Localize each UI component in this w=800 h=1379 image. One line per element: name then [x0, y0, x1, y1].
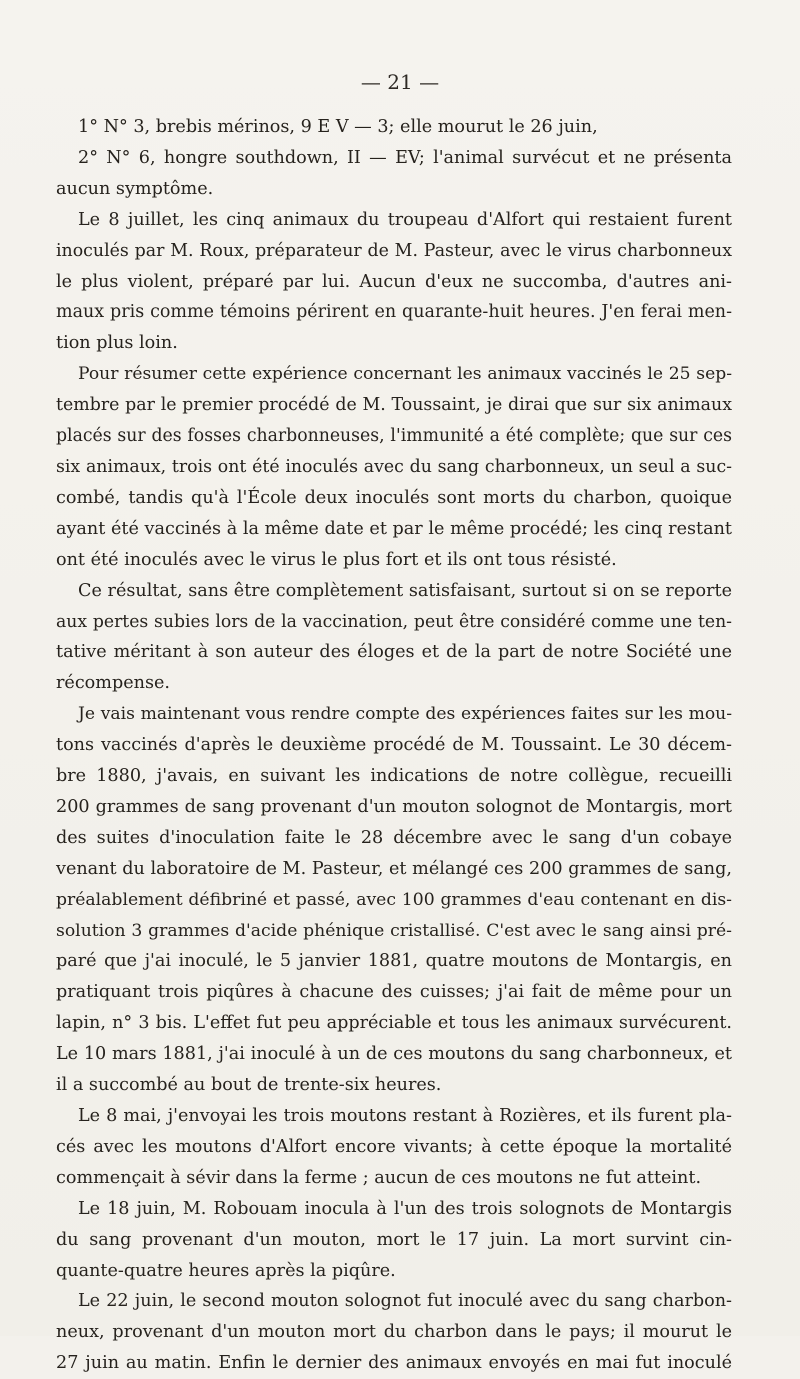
- text-line: préalablement défibriné et passé, avec 100 grammes d'eau contenant en dis-: [56, 889, 732, 910]
- text-line: cés avec les moutons d'Alfort encore vivants; à cette époque la mortalité: [56, 1136, 732, 1157]
- text-line: bre 1880, j'avais, en suivant les indications de notre collègue, recueilli: [56, 766, 732, 787]
- text-line: pratiquant trois piqûres à chacune des cuisses; j'ai fait de même pour un: [56, 982, 732, 1003]
- text-line: Pour résumer cette expérience concernant les animaux vaccinés le 25 sep-: [78, 364, 732, 385]
- text-line: Le 8 mai, j'envoyai les trois moutons restant à Rozières, et ils furent pla-: [78, 1106, 732, 1126]
- text-line: 27 juin au matin. Enfin le dernier des animaux envoyés en mai fut inoculé: [56, 1353, 732, 1374]
- text-line: Le 22 juin, le second mouton solognot fut inoculé avec du sang charbon-: [78, 1291, 732, 1312]
- text-line: Je vais maintenant vous rendre compte des expériences faites sur les mou-: [78, 704, 732, 725]
- text-line: Le 10 mars 1881, j'ai inoculé à un de ces moutons du sang charbonneux, et: [56, 1044, 732, 1065]
- text-line: ont été inoculés avec le virus le plus fort et ils ont tous résisté.: [56, 549, 617, 570]
- text-line: Le 8 juillet, les cinq animaux du troupeau d'Alfort qui restaient furent: [78, 209, 732, 230]
- text-line: tative méritant à son auteur des éloges et de la part de notre Société une: [56, 642, 732, 663]
- body-text: [56, 112, 732, 1379]
- text-line: des suites d'inoculation faite le 28 décembre avec le sang d'un cobaye: [56, 827, 732, 848]
- text-line: le plus violent, préparé par lui. Aucun d'eux ne succomba, d'autres ani-: [56, 271, 732, 292]
- text-line: aucun symptôme.: [56, 178, 214, 199]
- text-line: inoculés par M. Roux, préparateur de M. Pasteur, avec le virus charbonneux: [56, 240, 732, 261]
- text-line: tons vaccinés d'après le deuxième procédé de M. Toussaint. Le 30 décem-: [56, 735, 732, 756]
- text-line: récompense.: [56, 673, 170, 694]
- page-number: — 21 —: [360, 70, 440, 94]
- text-line: aux pertes subies lors de la vaccination, peut être considéré comme une ten-: [56, 611, 732, 632]
- text-line: du sang provenant d'un mouton, mort le 17 juin. La mort survint cin-: [56, 1229, 732, 1250]
- text-line: paré que j'ai inoculé, le 5 janvier 1881, quatre moutons de Montargis, en: [56, 951, 732, 972]
- text-line: quante-quatre heures après la piqûre.: [56, 1260, 396, 1281]
- text-line: tembre par le premier procédé de M. Toussaint, je dirai que sur six animaux: [56, 395, 732, 416]
- text-line: neux, provenant d'un mouton mort du charbon dans le pays; il mourut le: [56, 1322, 732, 1343]
- text-line: lapin, n° 3 bis. L'effet fut peu appréciable et tous les animaux survécurent.: [56, 1013, 732, 1034]
- text-line: 200 grammes de sang provenant d'un mouton solognot de Montargis, mort: [56, 796, 732, 817]
- text-line: Ce résultat, sans être complètement satisfaisant, surtout si on se reporte: [78, 580, 732, 601]
- text-line: maux pris comme témoins périrent en quarante-huit heures. J'en ferai men-: [56, 302, 732, 323]
- text-line: tion plus loin.: [56, 333, 178, 354]
- text-line: il a succombé au bout de trente-six heures.: [56, 1075, 442, 1096]
- text-line: solution 3 grammes d'acide phénique cristallisé. C'est avec le sang ainsi pré-: [56, 920, 732, 941]
- text-line: venant du laboratoire de M. Pasteur, et mélangé ces 200 grammes de sang,: [56, 858, 732, 879]
- text-line: combé, tandis qu'à l'École deux inoculés sont morts du charbon, quoique: [56, 487, 732, 508]
- text-line: ayant été vaccinés à la même date et par le même procédé; les cinq restant: [56, 518, 732, 539]
- text-line: six animaux, trois ont été inoculés avec du sang charbonneux, un seul a suc-: [56, 456, 732, 477]
- text-line: Le 18 juin, M. Robouam inocula à l'un des trois solognots de Montargis: [78, 1198, 732, 1219]
- text-line: commençait à sévir dans la ferme ; aucun de ces moutons ne fut atteint.: [56, 1167, 702, 1188]
- text-line: placés sur des fosses charbonneuses, l'immunité a été complète; que sur ces: [56, 426, 732, 447]
- text-line: 2° N° 6, hongre southdown, II — EV; l'animal survécut et ne présenta: [78, 147, 732, 168]
- text-line: 1° N° 3, brebis mérinos, 9 E V — 3; elle mourut le 26 juin,: [78, 117, 598, 137]
